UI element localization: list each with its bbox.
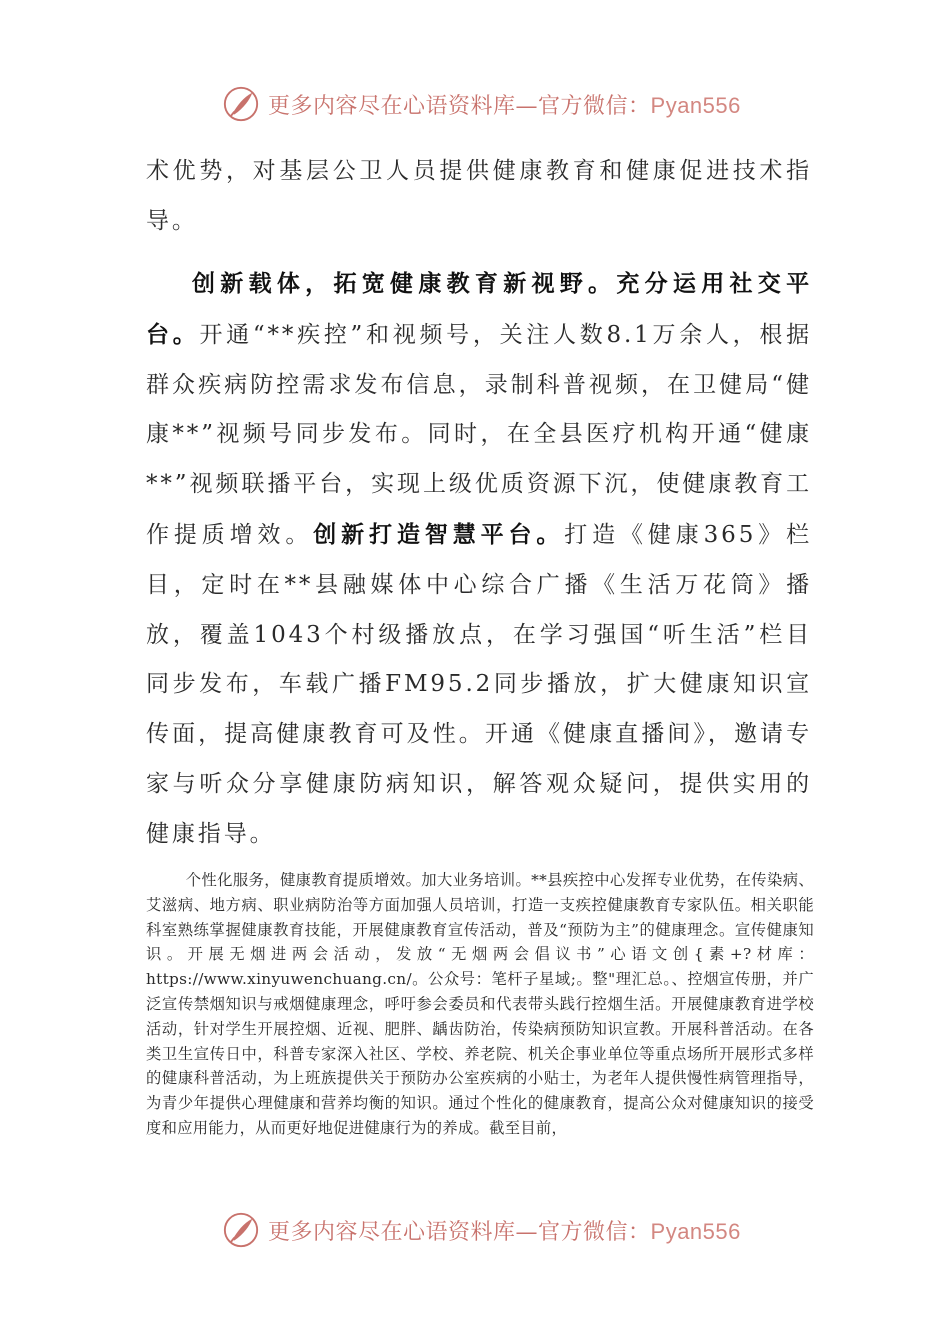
quill-pen-logo-icon (222, 85, 260, 123)
wechat-id: Pyan556 (650, 92, 741, 118)
para3-text: 个性化服务，健康教育提质增效。加大业务培训。**县疾控中心发挥专业优势，在传染病、艾滋病、地方病、职业病防治等方面加强人员培训，打造一支疾控健康教育专家队伍。相关职能科室熟练掌握健康教育技能，开展健康教育宣传活动，普及“预防为主”的健康理念。宣传健康知识。开展无烟进两会活动，发放“无烟两会倡议书”心语文创{素+?材库：https://www.xinyuwenchuang.cn/。公众号：笔杆子星域;。整"理汇总。、控烟宣传册，并广泛宣传禁烟知识与戒烟健康理念，呼吁参会委员和代表带头践行控烟生活。开展健康教育进学校活动，针对学生开展控烟、近视、肥胖、龋齿防治，传染病预防知识宣教。开展科普活动。在各类卫生宣传日中，科普专家深入社区、学校、养老院、机关企事业单位等重点场所开展形式多样的健康科普活动，为上班族提供关于预防办公室疾病的小贴士，为老年人提供慢性病管理指导，为青少年提供心理健康和营养均衡的知识。通过个性化的健康教育，提高公众对健康知识的接受度和应用能力，从而更好地促进健康行为的养成。截至目前， (146, 871, 814, 1137)
paragraph-personalized-service (146, 868, 814, 1141)
para1-text: 术优势，对基层公卫人员提供健康教育和健康促进技术指导。 (146, 158, 812, 234)
heading-smart-platform: 创新打造智慧平台。 (313, 520, 565, 548)
para2-text2: 打造《健康365》栏目，定时在**县融媒体中心综合广播《生活万花筒》播放，覆盖1043个村级播放点，在学习强国“听生活”栏目同步发布，车载广播FM95.2同步播放，扩大健康知识宣传面，提高健康教育可及性。开通《健康直播间》，邀请专家与听众分享健康防病知识，解答观众疑问，提供实用的健康指导。 (146, 521, 813, 847)
paragraph-innovation (146, 259, 812, 860)
header-watermark-banner (222, 80, 741, 128)
paragraph-continuation (146, 147, 812, 247)
banner-text: 更多内容尽在心语资料库—官方微信：Pyan556 (268, 1218, 741, 1245)
heading-innovation-carrier: 创新载体，拓宽健康教育新视野。充分运用社交平台。 (146, 270, 812, 348)
para2-text1: 开通“**疾控”和视频号，关注人数8.1万余人，根据群众疾病防控需求发布信息，录制科普视频，在卫健局“健康**”视频号同步发布。同时，在全县医疗机构开通“健康**”视频联播平台，实现上级优质资源下沉，使健康教育工作提质增效。 (146, 321, 812, 548)
footer-watermark-banner (222, 1206, 741, 1254)
quill-pen-logo-icon (222, 1211, 260, 1249)
banner-text: 更多内容尽在心语资料库—官方微信：Pyan556 (268, 92, 741, 119)
wechat-id: Pyan556 (650, 1218, 741, 1244)
